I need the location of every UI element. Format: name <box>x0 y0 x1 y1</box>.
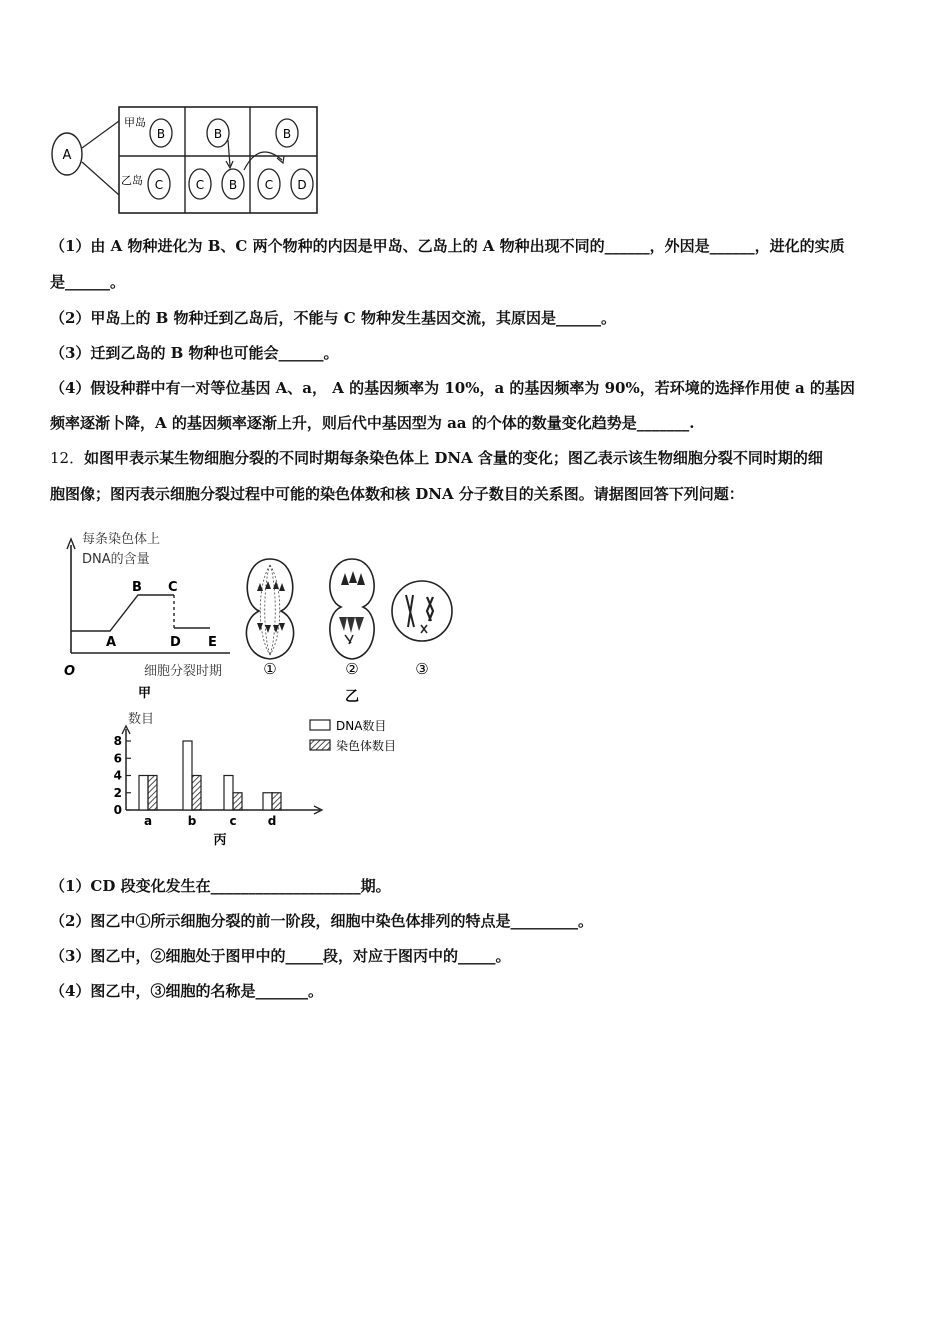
q11-part4-line2: 频率逐渐卜降，A 的基因频率逐渐上升，则后代中基因型为 aa 的个体的数量变化趋势是_______. <box>50 414 695 432</box>
q11-part4-line1: （4）假设种群中有一对等位基因 A、a， A 的基因频率为 10%，a 的基因频率为 90%，若环境的选择作用使 a 的基因 <box>50 379 855 397</box>
yi-species-3: B <box>228 178 238 192</box>
bar-chromosome-d <box>272 793 281 810</box>
cell-label-1: ① <box>263 660 277 678</box>
bar-dna-c <box>224 776 233 811</box>
bing-caption: 丙 <box>213 833 227 848</box>
figure-yi <box>235 555 465 705</box>
figure-bing <box>100 705 430 850</box>
jia-point-d: D <box>170 635 181 650</box>
jia-point-b: B <box>132 580 142 595</box>
q12-sub3: （3）图乙中，②细胞处于图甲中的_____段，对应于图丙中的_____。 <box>50 947 511 965</box>
q12-number: 12． <box>50 449 85 467</box>
q12-sub2: （2）图乙中①所示细胞分裂的前一阶段，细胞中染色体排列的特点是_________。 <box>50 912 593 930</box>
jia-point-e: E <box>208 635 217 650</box>
jia-species-1: B <box>156 127 166 141</box>
bar-dna-a <box>139 776 148 811</box>
yi-species-2: C <box>195 178 205 192</box>
cell-1 <box>246 559 293 659</box>
jia-species-3: B <box>282 127 292 141</box>
jia-point-a: A <box>106 635 117 650</box>
yi-caption: 乙 <box>345 689 359 705</box>
jia-ylabel-line2: DNA的含量 <box>82 552 150 567</box>
bing-category-d: d <box>267 814 277 828</box>
cell-2 <box>330 559 374 659</box>
q12-stem-text1: 如图甲表示某生物细胞分裂的不同时期每条染色体上 DNA 含量的变化；图乙表示该生物细胞分裂不同时期的细 <box>84 449 823 467</box>
cell-3 <box>392 581 452 641</box>
figure-jia <box>60 525 245 700</box>
bar-chromosome-b <box>192 776 201 811</box>
island-grid <box>119 107 317 213</box>
q11-part3: （3）迁到乙岛的 B 物种也可能会______。 <box>50 344 339 362</box>
bar-dna-d <box>263 793 272 810</box>
bing-ytick-label: 6 <box>113 751 122 766</box>
cell-label-3: ③ <box>415 660 429 678</box>
species-a-label: A <box>62 148 72 163</box>
bing-category-a: a <box>143 814 153 828</box>
migration-arrow-1 <box>228 140 230 166</box>
island-yi-label: 乙岛 <box>121 174 143 187</box>
bing-ytick-label: 8 <box>113 734 122 748</box>
bar-chromosome-a <box>148 776 157 811</box>
yi-species-1: C <box>154 178 164 192</box>
bing-category-c: c <box>229 814 237 828</box>
jia-origin: O <box>64 664 76 679</box>
legend-chromosome-label: 染色体数目 <box>336 739 397 753</box>
q12-sub1: （1）CD 段变化发生在____________________期。 <box>50 877 391 895</box>
legend-dna-swatch <box>310 720 330 730</box>
yi-species-5: D <box>297 178 307 192</box>
bing-ytick-label: 0 <box>113 803 122 817</box>
jia-ylabel-line1: 每条染色体上 <box>82 532 161 547</box>
q11-part2: （2）甲岛上的 B 物种迁到乙岛后，不能与 C 物种发生基因交流，其原因是______。 <box>50 309 616 327</box>
island-jia-label: 甲岛 <box>124 116 146 129</box>
legend-chromosome-swatch <box>310 740 330 750</box>
bing-ytick-label: 4 <box>113 768 122 783</box>
bing-ylabel: 数目 <box>128 712 155 727</box>
jia-caption: 甲 <box>138 686 152 700</box>
island-figure <box>44 100 334 220</box>
q11-part1-line1: （1）由 A 物种进化为 B、C 两个物种的内因是甲岛、乙岛上的 A 物种出现不同的______，外因是______，进化的实质 <box>50 237 845 255</box>
q12-sub4: （4）图乙中，③细胞的名称是_______。 <box>50 982 323 1000</box>
jia-species-2: B <box>213 127 223 141</box>
legend-dna-label: DNA数目 <box>336 719 387 733</box>
jia-xlabel: 细胞分裂时期 <box>144 664 223 679</box>
jia-point-c: C <box>168 580 178 595</box>
jia-curve <box>71 595 174 631</box>
bing-category-b: b <box>187 814 197 828</box>
q12-stem-line1 <box>50 448 910 468</box>
cell-label-2: ② <box>345 660 359 678</box>
yi-species-4: C <box>264 178 274 192</box>
bar-dna-b <box>183 741 192 810</box>
q12-stem-line2: 胞图像；图丙表示细胞分裂过程中可能的染色体数和核 DNA 分子数目的关系图。请据图回答下列问题： <box>50 485 744 503</box>
q11-part1-line2: 是______。 <box>50 273 126 291</box>
bar-chromosome-c <box>233 793 242 810</box>
bing-ytick-label: 2 <box>113 785 122 800</box>
